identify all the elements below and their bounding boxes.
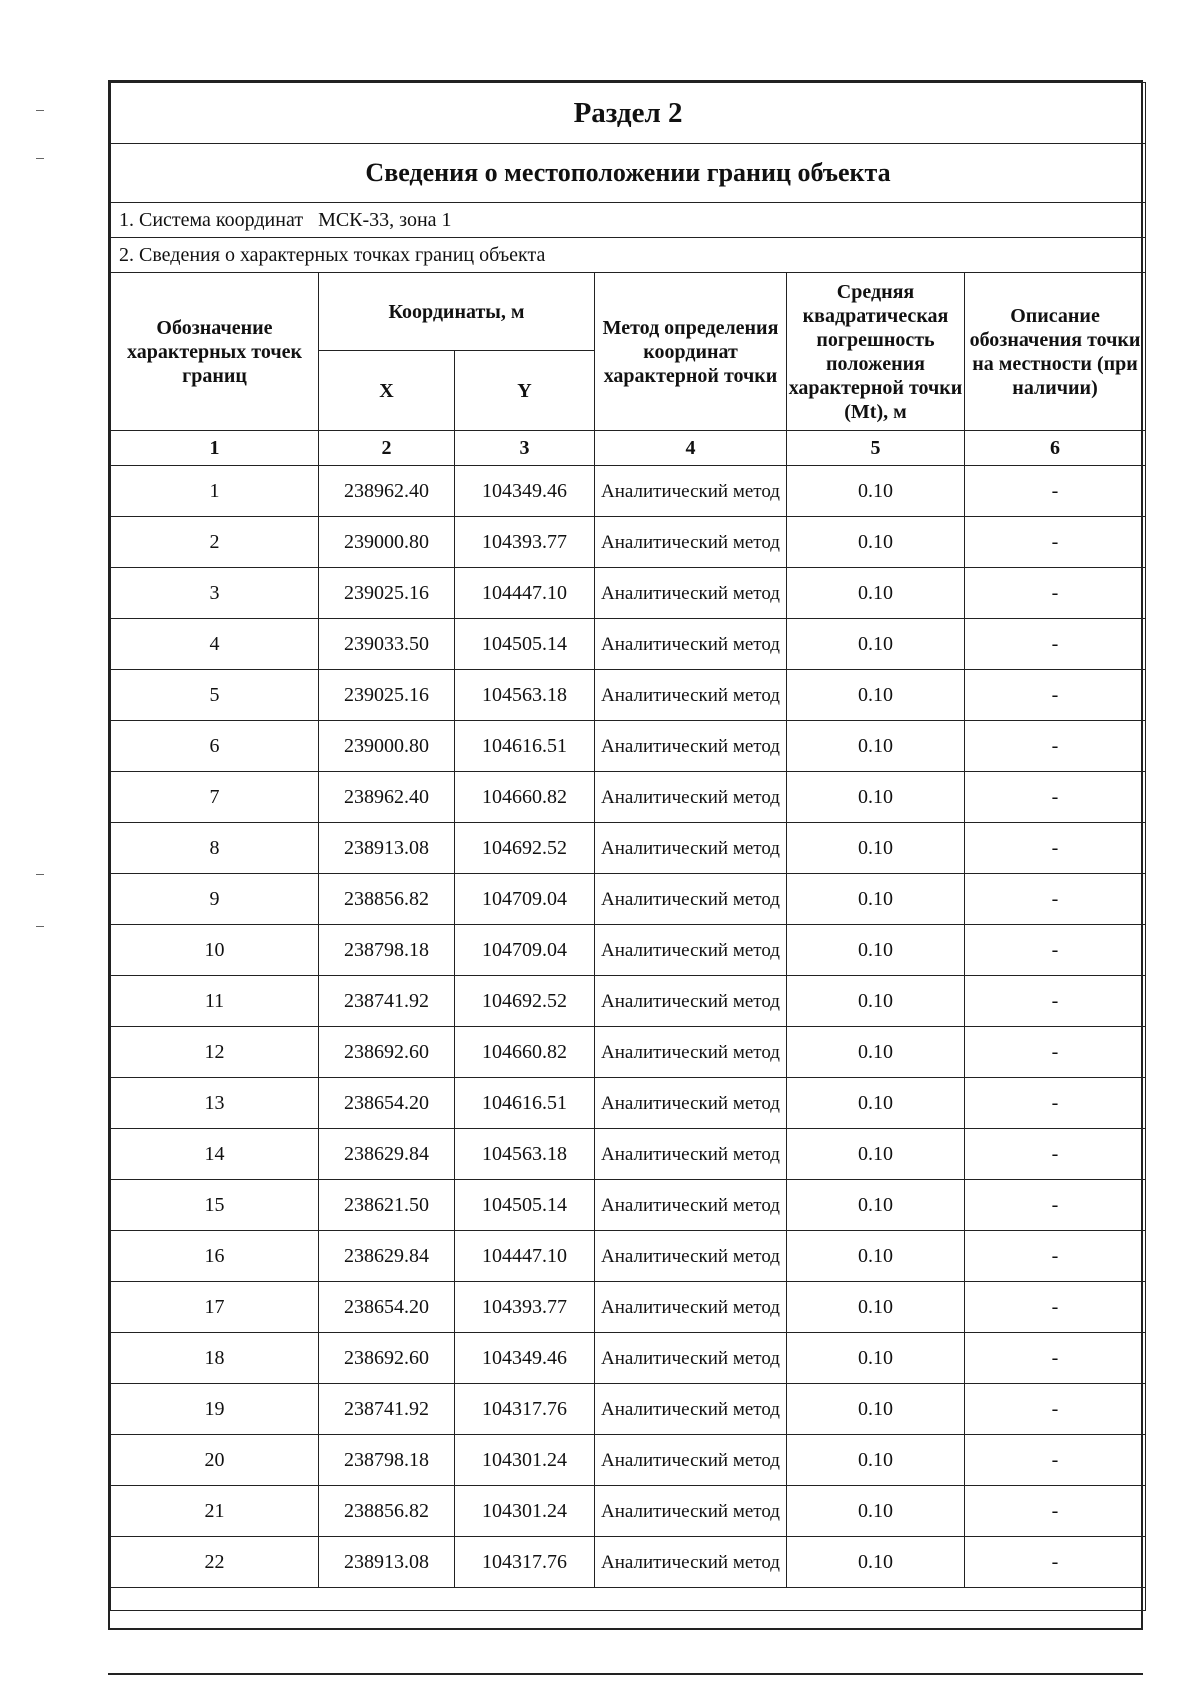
description-cell: -: [965, 772, 1146, 823]
error-cell: 0.10: [787, 1435, 965, 1486]
table-row: [111, 517, 1146, 568]
point-id-cell: 16: [111, 1231, 319, 1282]
point-id-cell: 5: [111, 670, 319, 721]
y-coordinate-cell: 104349.46: [455, 466, 595, 517]
point-id-cell: 22: [111, 1537, 319, 1588]
method-cell: Аналитический метод: [595, 1027, 787, 1078]
table-row: [111, 1333, 1146, 1384]
description-cell: -: [965, 1129, 1146, 1180]
y-coordinate-cell: 104447.10: [455, 1231, 595, 1282]
error-cell: 0.10: [787, 1231, 965, 1282]
scan-mark: [36, 874, 44, 875]
column-number: 5: [787, 431, 965, 466]
y-coordinate-cell: 104660.82: [455, 772, 595, 823]
scan-mark: [36, 158, 44, 159]
y-coordinate-cell: 104660.82: [455, 1027, 595, 1078]
method-cell: Аналитический метод: [595, 1282, 787, 1333]
point-id-cell: 11: [111, 976, 319, 1027]
x-coordinate-cell: 239025.16: [319, 670, 455, 721]
column-number: 2: [319, 431, 455, 466]
y-coordinate-cell: 104393.77: [455, 1282, 595, 1333]
description-cell: -: [965, 670, 1146, 721]
table-row: [111, 925, 1146, 976]
table-row: [111, 1027, 1146, 1078]
y-coordinate-cell: 104349.46: [455, 1333, 595, 1384]
table-row: [111, 1129, 1146, 1180]
table-row: [111, 670, 1146, 721]
y-coordinate-cell: 104563.18: [455, 670, 595, 721]
error-cell: 0.10: [787, 874, 965, 925]
method-cell: Аналитический метод: [595, 1180, 787, 1231]
description-cell: -: [965, 517, 1146, 568]
table-row: [111, 721, 1146, 772]
y-coordinate-cell: 104616.51: [455, 721, 595, 772]
method-cell: Аналитический метод: [595, 1333, 787, 1384]
table-row: [111, 619, 1146, 670]
description-cell: -: [965, 1486, 1146, 1537]
header-method: Метод определения координат характерной точки: [595, 273, 787, 431]
point-id-cell: 12: [111, 1027, 319, 1078]
x-coordinate-cell: 239000.80: [319, 517, 455, 568]
method-cell: Аналитический метод: [595, 1537, 787, 1588]
y-coordinate-cell: 104692.52: [455, 823, 595, 874]
x-coordinate-cell: 238654.20: [319, 1078, 455, 1129]
description-cell: -: [965, 1027, 1146, 1078]
table-footer-spacer: [111, 1588, 1146, 1611]
x-coordinate-cell: 238913.08: [319, 1537, 455, 1588]
x-coordinate-cell: 238856.82: [319, 1486, 455, 1537]
x-coordinate-cell: 238692.60: [319, 1027, 455, 1078]
method-cell: Аналитический метод: [595, 1486, 787, 1537]
table-row: [111, 1231, 1146, 1282]
table-row: [111, 1180, 1146, 1231]
point-id-cell: 21: [111, 1486, 319, 1537]
description-cell: -: [965, 1078, 1146, 1129]
method-cell: Аналитический метод: [595, 1384, 787, 1435]
method-cell: Аналитический метод: [595, 568, 787, 619]
y-coordinate-cell: 104505.14: [455, 619, 595, 670]
method-cell: Аналитический метод: [595, 1435, 787, 1486]
point-id-cell: 18: [111, 1333, 319, 1384]
description-cell: -: [965, 568, 1146, 619]
y-coordinate-cell: 104709.04: [455, 874, 595, 925]
y-coordinate-cell: 104616.51: [455, 1078, 595, 1129]
y-coordinate-cell: 104317.76: [455, 1384, 595, 1435]
description-cell: -: [965, 1180, 1146, 1231]
table-row: [111, 1486, 1146, 1537]
coordinate-system-line: [111, 203, 1146, 238]
description-cell: -: [965, 1282, 1146, 1333]
description-cell: -: [965, 976, 1146, 1027]
points-section-label: 2. Сведения о характерных точках границ объекта: [111, 238, 1146, 273]
point-id-cell: 9: [111, 874, 319, 925]
point-id-cell: 15: [111, 1180, 319, 1231]
error-cell: 0.10: [787, 1078, 965, 1129]
x-coordinate-cell: 238913.08: [319, 823, 455, 874]
method-cell: Аналитический метод: [595, 721, 787, 772]
table-row: [111, 1435, 1146, 1486]
method-cell: Аналитический метод: [595, 874, 787, 925]
error-cell: 0.10: [787, 823, 965, 874]
header-y: Y: [455, 351, 595, 431]
column-number: 1: [111, 431, 319, 466]
method-cell: Аналитический метод: [595, 772, 787, 823]
point-id-cell: 7: [111, 772, 319, 823]
y-coordinate-cell: 104447.10: [455, 568, 595, 619]
method-cell: Аналитический метод: [595, 1129, 787, 1180]
method-cell: Аналитический метод: [595, 1078, 787, 1129]
point-id-cell: 10: [111, 925, 319, 976]
x-coordinate-cell: 238629.84: [319, 1129, 455, 1180]
x-coordinate-cell: 238798.18: [319, 925, 455, 976]
description-cell: -: [965, 1231, 1146, 1282]
table-row: [111, 874, 1146, 925]
x-coordinate-cell: 238856.82: [319, 874, 455, 925]
error-cell: 0.10: [787, 1129, 965, 1180]
description-cell: -: [965, 721, 1146, 772]
y-coordinate-cell: 104301.24: [455, 1435, 595, 1486]
table-row: [111, 1078, 1146, 1129]
method-cell: Аналитический метод: [595, 823, 787, 874]
boundary-points-table: [110, 82, 1146, 1611]
y-coordinate-cell: 104692.52: [455, 976, 595, 1027]
header-description: Описание обозначения точки на местности (при наличии): [965, 273, 1146, 431]
x-coordinate-cell: 238798.18: [319, 1435, 455, 1486]
header-x: X: [319, 351, 455, 431]
point-id-cell: 4: [111, 619, 319, 670]
y-coordinate-cell: 104563.18: [455, 1129, 595, 1180]
x-coordinate-cell: 238621.50: [319, 1180, 455, 1231]
y-coordinate-cell: 104317.76: [455, 1537, 595, 1588]
page-bottom-rule: [108, 1673, 1143, 1675]
error-cell: 0.10: [787, 1537, 965, 1588]
error-cell: 0.10: [787, 1282, 965, 1333]
x-coordinate-cell: 238741.92: [319, 976, 455, 1027]
error-cell: 0.10: [787, 1333, 965, 1384]
error-cell: 0.10: [787, 619, 965, 670]
x-coordinate-cell: 239000.80: [319, 721, 455, 772]
point-id-cell: 20: [111, 1435, 319, 1486]
point-id-cell: 8: [111, 823, 319, 874]
x-coordinate-cell: 238962.40: [319, 466, 455, 517]
column-number: 4: [595, 431, 787, 466]
table-row: [111, 976, 1146, 1027]
page-title: Сведения о местоположении границ объекта: [111, 144, 1146, 203]
table-row: [111, 568, 1146, 619]
table-row: [111, 823, 1146, 874]
error-cell: 0.10: [787, 772, 965, 823]
x-coordinate-cell: 239025.16: [319, 568, 455, 619]
x-coordinate-cell: 238629.84: [319, 1231, 455, 1282]
y-coordinate-cell: 104709.04: [455, 925, 595, 976]
y-coordinate-cell: 104505.14: [455, 1180, 595, 1231]
error-cell: 0.10: [787, 976, 965, 1027]
description-cell: -: [965, 823, 1146, 874]
error-cell: 0.10: [787, 670, 965, 721]
point-id-cell: 1: [111, 466, 319, 517]
point-id-cell: 2: [111, 517, 319, 568]
error-cell: 0.10: [787, 1486, 965, 1537]
table-row: [111, 1384, 1146, 1435]
scan-mark: [36, 926, 44, 927]
method-cell: Аналитический метод: [595, 976, 787, 1027]
error-cell: 0.10: [787, 517, 965, 568]
header-error: Средняя квадратическая погрешность положения характерной точки (Mt), м: [787, 273, 965, 431]
error-cell: 0.10: [787, 925, 965, 976]
description-cell: -: [965, 619, 1146, 670]
x-coordinate-cell: 238962.40: [319, 772, 455, 823]
method-cell: Аналитический метод: [595, 1231, 787, 1282]
x-coordinate-cell: 239033.50: [319, 619, 455, 670]
description-cell: -: [965, 1537, 1146, 1588]
method-cell: Аналитический метод: [595, 925, 787, 976]
coordinate-system-value: МСК-33, зона 1: [318, 208, 452, 231]
column-number: 6: [965, 431, 1146, 466]
error-cell: 0.10: [787, 466, 965, 517]
description-cell: -: [965, 925, 1146, 976]
point-id-cell: 17: [111, 1282, 319, 1333]
error-cell: 0.10: [787, 568, 965, 619]
y-coordinate-cell: 104301.24: [455, 1486, 595, 1537]
scan-mark: [36, 110, 44, 111]
header-coordinates: Координаты, м: [319, 273, 595, 351]
point-id-cell: 3: [111, 568, 319, 619]
description-cell: -: [965, 466, 1146, 517]
error-cell: 0.10: [787, 1384, 965, 1435]
section-label: Раздел 2: [111, 83, 1146, 144]
error-cell: 0.10: [787, 1180, 965, 1231]
table-row: [111, 1537, 1146, 1588]
point-id-cell: 19: [111, 1384, 319, 1435]
description-cell: -: [965, 1333, 1146, 1384]
x-coordinate-cell: 238741.92: [319, 1384, 455, 1435]
document-sheet: [108, 80, 1143, 1630]
point-id-cell: 13: [111, 1078, 319, 1129]
method-cell: Аналитический метод: [595, 466, 787, 517]
x-coordinate-cell: 238654.20: [319, 1282, 455, 1333]
description-cell: -: [965, 1435, 1146, 1486]
table-row: [111, 1282, 1146, 1333]
x-coordinate-cell: 238692.60: [319, 1333, 455, 1384]
description-cell: -: [965, 874, 1146, 925]
description-cell: -: [965, 1384, 1146, 1435]
method-cell: Аналитический метод: [595, 517, 787, 568]
method-cell: Аналитический метод: [595, 619, 787, 670]
error-cell: 0.10: [787, 721, 965, 772]
table-row: [111, 466, 1146, 517]
coordinate-system-label: 1. Система координат: [119, 208, 304, 231]
column-number: 3: [455, 431, 595, 466]
error-cell: 0.10: [787, 1027, 965, 1078]
method-cell: Аналитический метод: [595, 670, 787, 721]
point-id-cell: 14: [111, 1129, 319, 1180]
header-designation: Обозначение характерных точек границ: [111, 273, 319, 431]
point-id-cell: 6: [111, 721, 319, 772]
y-coordinate-cell: 104393.77: [455, 517, 595, 568]
table-row: [111, 772, 1146, 823]
